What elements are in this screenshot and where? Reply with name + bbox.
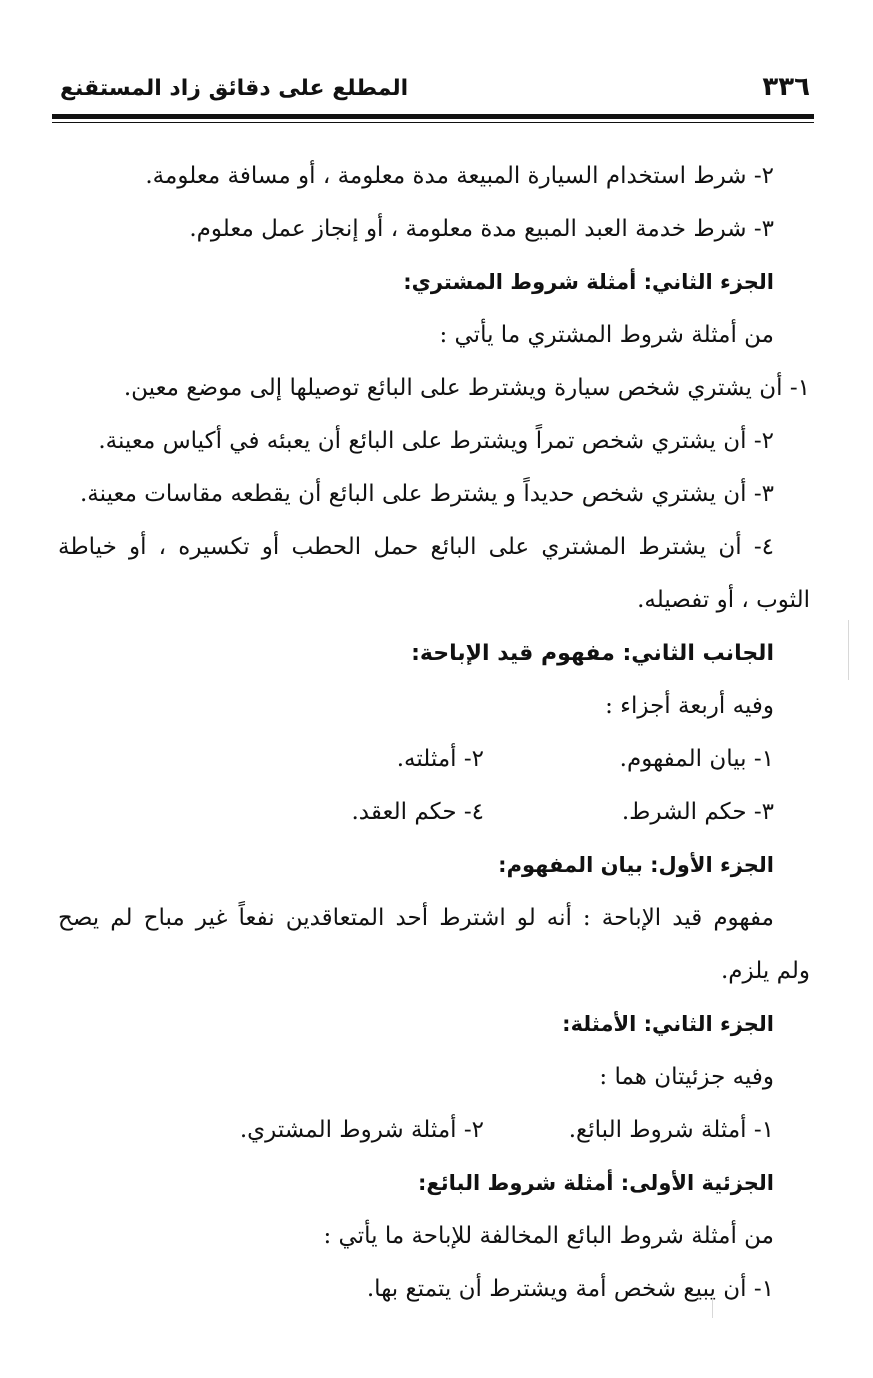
section-heading: الجزء الأول: بيان المفهوم: <box>498 853 774 877</box>
scan-margin-mark <box>848 620 849 680</box>
page-number: ٣٣٦ <box>762 72 810 102</box>
page-body <box>58 150 810 1316</box>
text-line: وفيه جزئيتان هما : <box>599 1064 774 1090</box>
two-column-list <box>58 786 810 839</box>
list-item: ٤- حكم العقد. <box>351 799 484 825</box>
text-line: ٣- شرط خدمة العبد المبيع مدة معلومة ، أو إنجاز عمل معلوم. <box>189 216 774 242</box>
section-heading: الجزء الثاني: الأمثلة: <box>562 1012 774 1036</box>
section-heading: الجانب الثاني: مفهوم قيد الإباحة: <box>411 641 774 666</box>
text-line: وفيه أربعة أجزاء : <box>605 693 774 719</box>
two-column-list <box>58 733 810 786</box>
text-line: ١- أن يشتري شخص سيارة ويشترط على البائع توصيلها إلى موضع معين. <box>123 375 810 401</box>
text-line: من أمثلة شروط البائع المخالفة للإباحة ما يأتي : <box>323 1223 774 1249</box>
list-item: ١- أمثلة شروط البائع. <box>568 1117 774 1143</box>
list-item: ١- بيان المفهوم. <box>619 746 774 772</box>
text-line: ٤- أن يشترط المشتري على البائع حمل الحطب أو تكسيره ، أو خياطة <box>58 534 774 560</box>
section-heading: الجزء الثاني: أمثلة شروط المشتري: <box>403 270 774 294</box>
section-heading: الجزئية الأولى: أمثلة شروط البائع: <box>418 1171 774 1195</box>
running-title: المطلع على دقائق زاد المستقنع <box>60 76 409 101</box>
header-rule-thin <box>52 122 814 123</box>
list-item: ٣- حكم الشرط. <box>621 799 774 825</box>
list-item: ٢- أمثلته. <box>396 746 484 772</box>
text-line: من أمثلة شروط المشتري ما يأتي : <box>439 322 774 348</box>
two-column-list <box>58 1104 810 1157</box>
text-line: الثوب ، أو تفصيله. <box>637 587 810 613</box>
text-line: ولم يلزم. <box>721 958 810 984</box>
list-item: ٢- أمثلة شروط المشتري. <box>239 1117 484 1143</box>
page-header <box>52 70 814 110</box>
header-rule-thick <box>52 114 814 119</box>
text-line: مفهوم قيد الإباحة : أنه لو اشترط أحد المتعاقدين نفعاً غير مباح لم يصح <box>58 905 774 931</box>
text-line: ١- أن يبيع شخص أمة ويشترط أن يتمتع بها. <box>366 1276 774 1302</box>
text-line: ٣- أن يشتري شخص حديداً و يشترط على البائع أن يقطعه مقاسات معينة. <box>79 481 774 507</box>
text-line: ٢- شرط استخدام السيارة المبيعة مدة معلومة ، أو مسافة معلومة. <box>145 163 774 189</box>
text-line: ٢- أن يشتري شخص تمراً ويشترط على البائع أن يعبئه في أكياس معينة. <box>98 428 774 454</box>
